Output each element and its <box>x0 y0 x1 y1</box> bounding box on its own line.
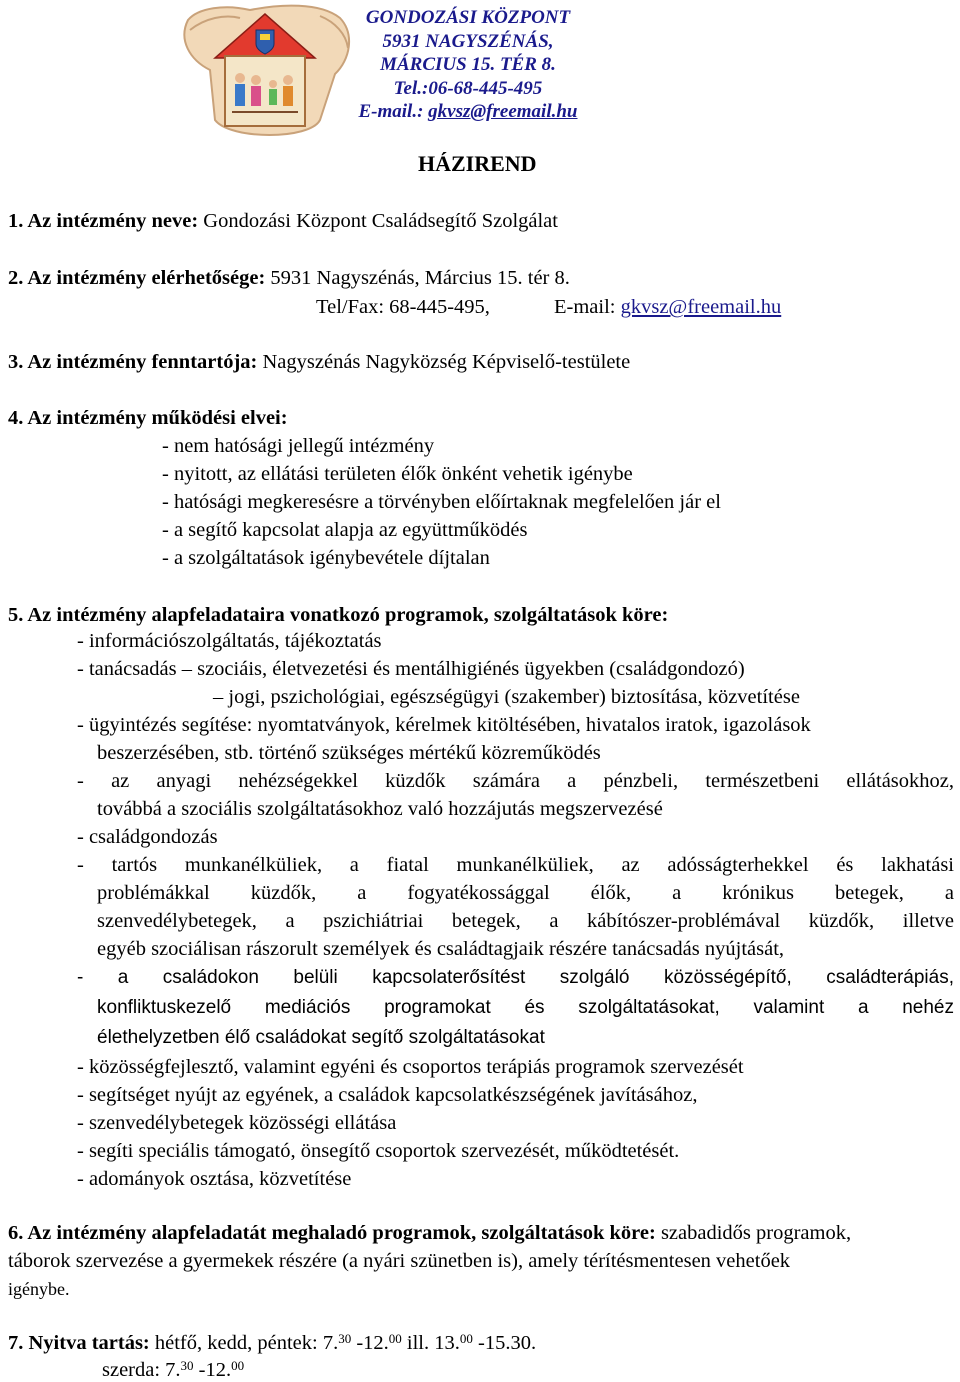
header-street: MÁRCIUS 15. TÉR 8. <box>380 54 556 75</box>
section-6-line-2: táborok szervezése a gyermekek részére (a nyári szünetben is), amely térítésmentesen vehetőek <box>8 1250 791 1272</box>
section-5-line: - szenvedélybetegek közösségi ellátása <box>77 1112 397 1134</box>
section-2-tel: Tel/Fax: 68-445-495, <box>316 296 490 318</box>
section-4-item: - a segítő kapcsolat alapja az együttműködés <box>162 519 528 541</box>
section-1-text: Gondozási Központ Családsegítő Szolgálat <box>198 210 558 232</box>
section-2-text: 5931 Nagyszénás, Március 15. tér 8. <box>265 267 570 289</box>
section-2 <box>8 266 570 290</box>
section-2-email-label: E-mail: <box>554 296 621 318</box>
header-email-label: E-mail.: <box>358 101 429 122</box>
sup-minutes: 00 <box>459 1331 473 1346</box>
section-6-line-3: igénybe. <box>8 1279 70 1299</box>
section-5-line: - tanácsadás – szociáis, életvezetési és mentálhigiénés ügyekben (családgondozó) <box>77 658 745 680</box>
section-5-line: beszerzésében, stb. történő szükséges mértékű közreműködés <box>97 742 601 764</box>
section-4-label: 4. Az intézmény működési elvei: <box>8 407 288 429</box>
opening-end: -12. <box>351 1332 389 1354</box>
opening-afternoon-end: -15.30. <box>472 1332 537 1354</box>
header-email <box>318 100 618 124</box>
section-5-line: - családgondozás <box>77 826 218 848</box>
section-7-label: 7. Nyitva tartás: <box>8 1332 150 1354</box>
section-5-line: - a családokon belüli kapcsolaterősítést szolgáló közösségépítő, családterápiás, <box>77 967 954 988</box>
section-5-line: - segítséget nyújt az egyének, a családok kapcsolatkészségének javításához, <box>77 1084 698 1106</box>
header-city: 5931 NAGYSZÉNÁS, <box>382 31 554 52</box>
section-5-line: - tartós munkanélküliek, a fiatal munkanélküliek, az adósságterhekkel és lakhatási <box>77 854 954 876</box>
section-2-email-link[interactable]: gkvsz@freemail.hu <box>620 296 782 318</box>
section-5-line: konfliktuskezelő mediációs programokat és szolgáltatásokat, valamint a nehéz <box>97 997 954 1018</box>
section-5-line: - ügyintézés segítése: nyomtatványok, kérelmek kitöltésében, hivatalos iratok, igazolások <box>77 714 811 736</box>
section-3-text: Nagyszénás Nagyközség Képviselő-testülete <box>257 351 631 373</box>
section-3-label: 3. Az intézmény fenntartója: <box>8 351 258 373</box>
header-email-link[interactable]: gkvsz@freemail.hu <box>428 101 578 122</box>
sup-minutes: 30 <box>180 1358 194 1373</box>
section-1 <box>8 209 558 233</box>
page-title: HÁZIREND <box>418 151 537 176</box>
section-6-text: szabadidős programok, <box>655 1222 852 1244</box>
section-5-line: továbbá a szociális szolgáltatásokhoz való hozzájutás megszervezésé <box>97 798 663 820</box>
opening-days: hétfő, kedd, péntek: 7. <box>149 1332 339 1354</box>
section-5-line: egyéb szociálisan rászorult személyek és családtagjaik részére tanácsadás nyújtását, <box>97 938 785 960</box>
section-2-label: 2. Az intézmény elérhetősége: <box>8 267 266 289</box>
section-5-line: élethelyzetben élő családokat segítő szolgáltatásokat <box>97 1027 545 1048</box>
section-5-line: - közösségfejlesztő, valamint egyéni és csoportos terápiás programok szervezését <box>77 1056 744 1078</box>
header-tel: Tel.:06-68-445-495 <box>393 78 543 99</box>
section-7-line-1 <box>8 1331 536 1355</box>
sup-minutes: 30 <box>338 1331 352 1346</box>
wednesday-hours: szerda: 7. <box>102 1359 181 1381</box>
section-5-line: szenvedélybetegek, a pszichiátriai betegek, a kábítószer-problémával küzdők, illetve <box>97 910 954 932</box>
section-5-line: - segíti speciális támogató, önsegítő csoportok szervezését, működtetését. <box>77 1140 680 1162</box>
section-5-line: - adományok osztása, közvetítése <box>77 1168 352 1190</box>
section-7-line-2 <box>102 1358 244 1382</box>
section-1-label: 1. Az intézmény neve: <box>8 210 199 232</box>
sup-minutes: 00 <box>388 1331 402 1346</box>
section-6-label: 6. Az intézmény alapfeladatát meghaladó programok, szolgáltatások köre: <box>8 1222 656 1244</box>
section-4-item: - nyitott, az ellátási területen élők önként vehetik igénybe <box>162 463 633 485</box>
section-5-line: – jogi, pszichológiai, egészségügyi (szakember) biztosítása, közvetítése <box>213 686 800 708</box>
section-5-line: - az anyagi nehézségekkel küzdők számára a pénzbeli, természetbeni ellátásokhoz, <box>77 770 954 792</box>
section-4-item: - nem hatósági jellegű intézmény <box>162 435 435 457</box>
opening-afternoon: ill. 13. <box>401 1332 460 1354</box>
wednesday-end: -12. <box>193 1359 232 1381</box>
section-4-item: - hatósági megkeresésre a törvényben előírtaknak megfelelően jár el <box>162 491 721 513</box>
section-2-email <box>554 295 781 319</box>
sup-minutes: 00 <box>231 1358 245 1373</box>
section-4-item: - a szolgáltatások igénybevétele díjtalan <box>162 547 490 569</box>
header-org: GONDOZÁSI KÖZPONT <box>365 7 571 28</box>
section-6-line-1 <box>8 1221 851 1245</box>
section-5-label: 5. Az intézmény alapfeladataira vonatkozó programok, szolgáltatások köre: <box>8 604 669 626</box>
section-3 <box>8 350 630 374</box>
section-5-line: - információszolgáltatás, tájékoztatás <box>77 630 382 652</box>
section-5-line: problémákkal küzdők, a fogyatékossággal élők, a krónikus betegek, a <box>97 882 954 904</box>
